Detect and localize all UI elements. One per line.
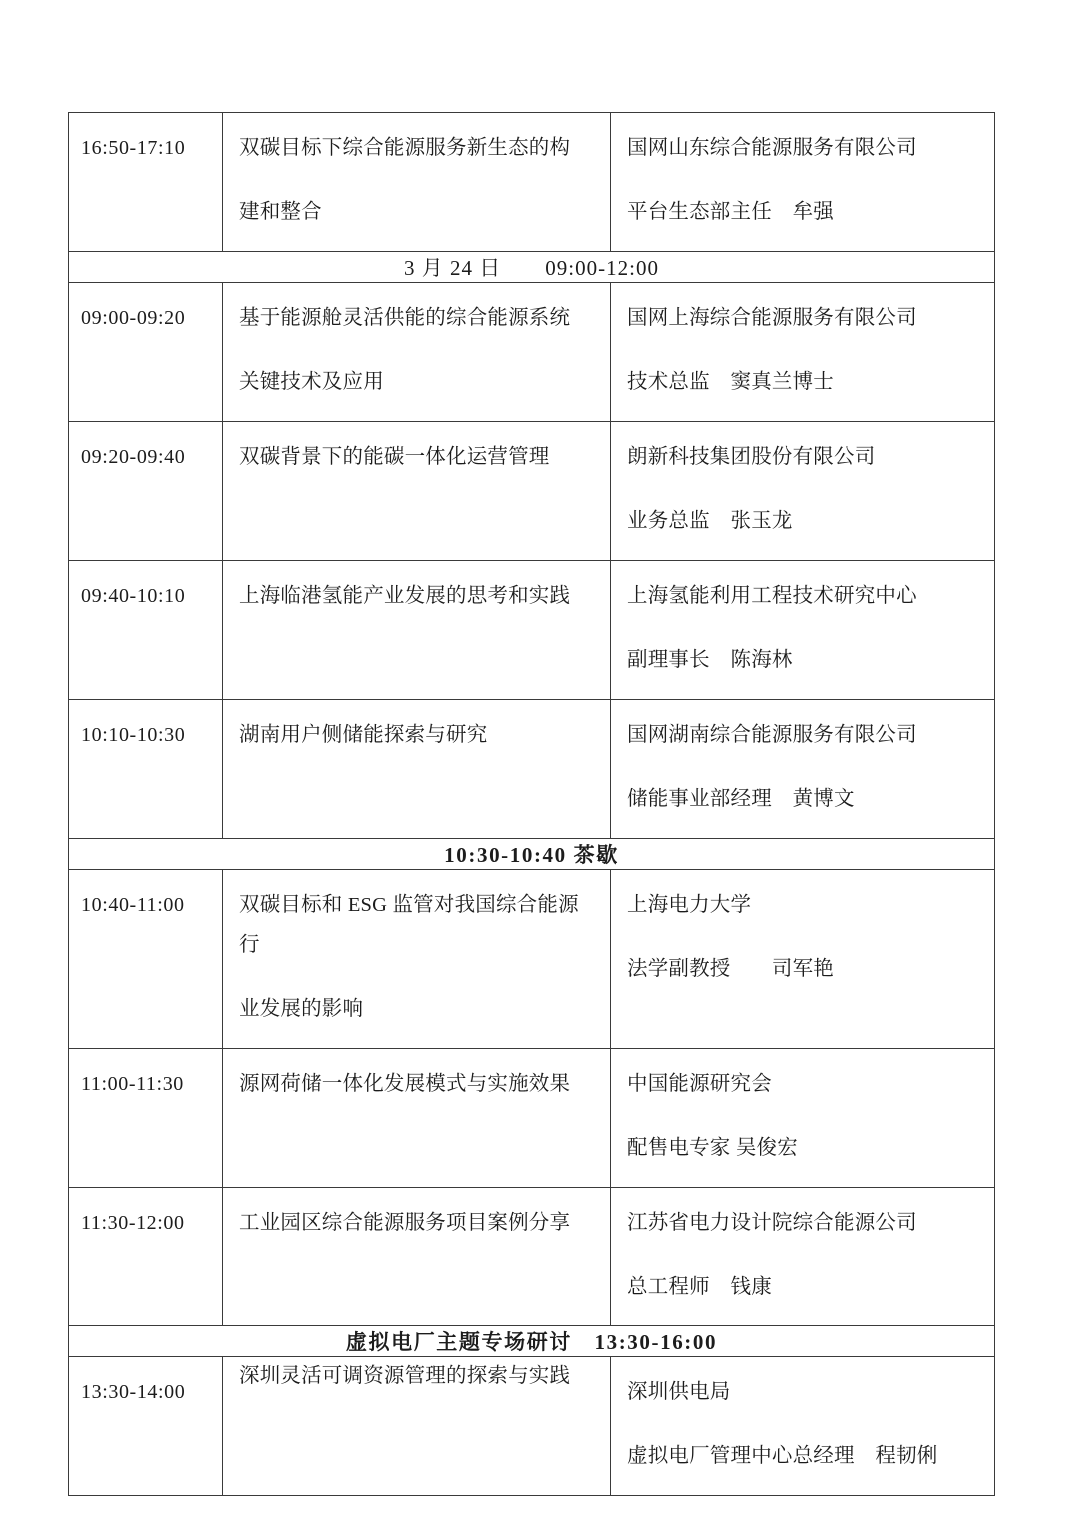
time-value: 16:50-17:10 — [81, 137, 186, 159]
agenda-table-body — [69, 113, 995, 1496]
speaker-org: 国网湖南综合能源服务有限公司 — [627, 723, 917, 746]
cell-time — [69, 113, 223, 252]
speaker-name: 虚拟电厂管理中心总经理 程韧俐 — [627, 1445, 938, 1468]
topic-line: 建和整合 — [239, 200, 322, 223]
speaker-name: 平台生态部主任 牟强 — [627, 200, 834, 223]
cell-topic — [223, 1357, 611, 1496]
tea-break-banner — [69, 838, 995, 869]
speaker-org: 国网上海综合能源服务有限公司 — [627, 306, 917, 329]
time-value: 11:00-11:30 — [81, 1072, 184, 1095]
cell-time — [69, 560, 223, 699]
topic-line: 双碳目标和 ESG 监管对我国综合能源行 — [239, 893, 579, 956]
cell-speaker — [611, 869, 995, 1048]
speaker-org: 国网山东综合能源服务有限公司 — [627, 137, 917, 159]
table-row — [69, 1187, 995, 1326]
table-row-banner — [69, 1326, 995, 1357]
cell-topic — [223, 421, 611, 560]
topic-line: 双碳目标下综合能源服务新生态的构 — [239, 137, 571, 159]
speaker-name: 业务总监 张玉龙 — [627, 509, 793, 532]
time-value: 13:30-14:00 — [81, 1381, 186, 1404]
speaker-org: 上海氢能利用工程技术研究中心 — [627, 584, 917, 607]
cell-time — [69, 1187, 223, 1326]
cell-speaker — [611, 699, 995, 838]
speaker-name: 技术总监 窦真兰博士 — [627, 370, 834, 393]
cell-topic — [223, 869, 611, 1048]
time-value: 10:40-11:00 — [81, 893, 185, 916]
topic-line: 源网荷储一体化发展模式与实施效果 — [239, 1072, 571, 1095]
cell-speaker — [611, 1357, 995, 1496]
speaker-org: 中国能源研究会 — [627, 1072, 772, 1095]
topic-line: 业发展的影响 — [239, 997, 364, 1020]
table-row — [69, 1357, 995, 1496]
vpp-session-banner — [69, 1326, 995, 1357]
cell-speaker — [611, 282, 995, 421]
cell-speaker — [611, 1048, 995, 1187]
agenda-table-container — [68, 112, 994, 1496]
cell-time — [69, 1048, 223, 1187]
cell-time — [69, 421, 223, 560]
vpp-session-text: 虚拟电厂主题专场研讨 13:30-16:00 — [345, 1330, 718, 1355]
time-value: 10:10-10:30 — [81, 723, 186, 746]
table-row — [69, 1048, 995, 1187]
table-row — [69, 282, 995, 421]
speaker-name: 储能事业部经理 黄博文 — [627, 787, 855, 810]
table-row — [69, 421, 995, 560]
topic-line: 深圳灵活可调资源管理的探索与实践 — [239, 1365, 571, 1388]
speaker-name: 副理事长 陈海林 — [627, 648, 793, 671]
topic-line: 工业园区综合能源服务项目案例分享 — [239, 1211, 571, 1234]
table-row — [69, 699, 995, 838]
time-value: 11:30-12:00 — [81, 1211, 185, 1234]
cell-time — [69, 869, 223, 1048]
table-row — [69, 869, 995, 1048]
table-row — [69, 560, 995, 699]
cell-time — [69, 1357, 223, 1496]
cell-speaker — [611, 421, 995, 560]
cell-speaker — [611, 560, 995, 699]
speaker-name: 总工程师 钱康 — [627, 1275, 772, 1298]
topic-line: 湖南用户侧储能探索与研究 — [239, 723, 488, 746]
speaker-org: 上海电力大学 — [627, 893, 752, 916]
cell-speaker — [611, 1187, 995, 1326]
topic-line: 双碳背景下的能碳一体化运营管理 — [239, 445, 550, 468]
cell-speaker — [611, 113, 995, 252]
cell-topic — [223, 699, 611, 838]
cell-time — [69, 282, 223, 421]
topic-line: 基于能源舱灵活供能的综合能源系统 — [239, 306, 571, 329]
topic-line: 关键技术及应用 — [239, 370, 384, 393]
time-value: 09:40-10:10 — [81, 584, 186, 607]
speaker-org: 朗新科技集团股份有限公司 — [627, 445, 876, 468]
table-row — [69, 113, 995, 252]
session-date-banner — [69, 251, 995, 282]
time-value: 09:20-09:40 — [81, 445, 186, 468]
cell-topic — [223, 113, 611, 252]
speaker-name: 法学副教授 司军艳 — [627, 957, 834, 980]
session-date-text: 3 月 24 日 09:00-12:00 — [404, 255, 659, 280]
speaker-org: 江苏省电力设计院综合能源公司 — [627, 1211, 917, 1234]
speaker-name: 配售电专家 吴俊宏 — [627, 1136, 798, 1159]
cell-topic — [223, 1187, 611, 1326]
tea-break-text: 10:30-10:40 茶歇 — [444, 842, 619, 867]
table-row-banner — [69, 251, 995, 282]
cell-topic — [223, 1048, 611, 1187]
cell-time — [69, 699, 223, 838]
table-row-banner — [69, 838, 995, 869]
speaker-org: 深圳供电局 — [627, 1381, 731, 1404]
cell-topic — [223, 282, 611, 421]
agenda-table — [68, 112, 995, 1496]
topic-line: 上海临港氢能产业发展的思考和实践 — [239, 584, 571, 607]
cell-topic — [223, 560, 611, 699]
time-value: 09:00-09:20 — [81, 306, 186, 329]
